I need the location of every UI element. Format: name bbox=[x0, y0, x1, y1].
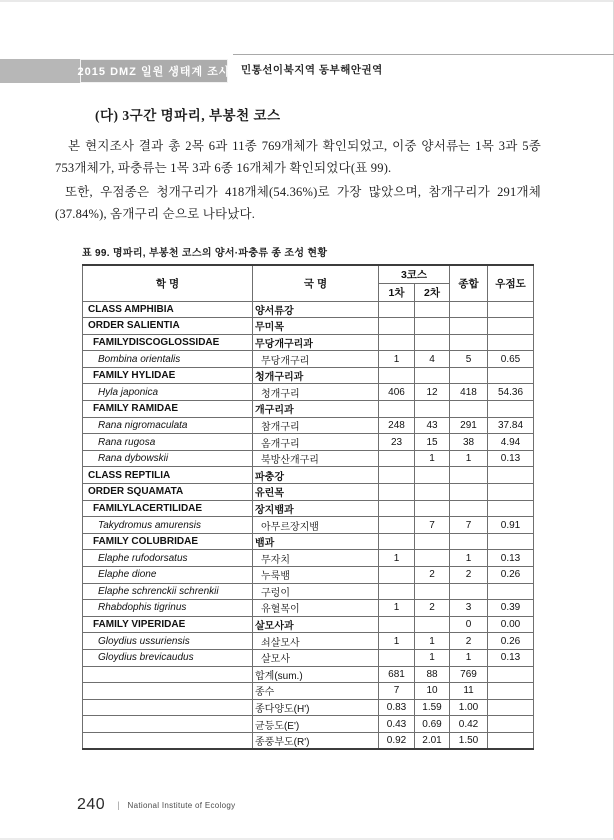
cell-dominance bbox=[488, 666, 534, 683]
footer-institute: National Institute of Ecology bbox=[127, 800, 236, 810]
cell-total bbox=[450, 500, 488, 517]
col-header-survey1: 1차 bbox=[379, 283, 415, 301]
table-row bbox=[83, 567, 534, 584]
cell-korean-name: 파충강 bbox=[253, 467, 379, 484]
cell-total bbox=[450, 401, 488, 418]
cell-dominance bbox=[488, 533, 534, 550]
table-row bbox=[83, 318, 534, 335]
cell-survey2: 12 bbox=[415, 384, 450, 401]
cell-korean-name: 무당개구리과 bbox=[253, 334, 379, 351]
table-row bbox=[83, 716, 534, 733]
cell-korean-name: 종수 bbox=[253, 683, 379, 700]
cell-total bbox=[450, 318, 488, 335]
cell-total bbox=[450, 467, 488, 484]
cell-total: 38 bbox=[450, 434, 488, 451]
table-row bbox=[83, 351, 534, 368]
cell-survey2 bbox=[415, 484, 450, 501]
cell-survey2: 2 bbox=[415, 567, 450, 584]
cell-scientific-name bbox=[83, 666, 253, 683]
cell-total bbox=[450, 367, 488, 384]
cell-total: 3 bbox=[450, 600, 488, 617]
cell-dominance: 0.13 bbox=[488, 550, 534, 567]
cell-dominance: 0.13 bbox=[488, 450, 534, 467]
col-header-survey2: 2차 bbox=[415, 283, 450, 301]
cell-survey1 bbox=[379, 517, 415, 534]
footer-divider: | bbox=[117, 800, 120, 810]
cell-korean-name: 아무르장지뱀 bbox=[253, 517, 379, 534]
cell-dominance: 0.13 bbox=[488, 649, 534, 666]
cell-scientific-name: Rhabdophis tigrinus bbox=[83, 600, 253, 617]
cell-survey1: 248 bbox=[379, 417, 415, 434]
cell-scientific-name: ORDER SQUAMATA bbox=[83, 484, 253, 501]
cell-scientific-name: FAMILYLACERTILIDAE bbox=[83, 500, 253, 517]
cell-total: 1 bbox=[450, 649, 488, 666]
table-row bbox=[83, 401, 534, 418]
cell-korean-name: 청개구리 bbox=[253, 384, 379, 401]
cell-total: 11 bbox=[450, 683, 488, 700]
cell-total bbox=[450, 583, 488, 600]
cell-korean-name: 개구리과 bbox=[253, 401, 379, 418]
cell-dominance: 0.39 bbox=[488, 600, 534, 617]
table-row bbox=[83, 683, 534, 700]
col-header-korean-name: 국 명 bbox=[253, 265, 379, 301]
cell-survey2: 1.59 bbox=[415, 699, 450, 716]
table-row bbox=[83, 484, 534, 501]
cell-scientific-name: CLASS REPTILIA bbox=[83, 467, 253, 484]
cell-scientific-name: Rana nigromaculata bbox=[83, 417, 253, 434]
body-paragraph-2: 또한, 우점종은 청개구리가 418개체(54.36%)로 가장 많았으며, 참개구리가 291개체(37.84%), 옴개구리 순으로 나타났다. bbox=[55, 185, 541, 221]
cell-dominance bbox=[488, 301, 534, 318]
cell-dominance: 0.65 bbox=[488, 351, 534, 368]
cell-korean-name: 쇠살모사 bbox=[253, 633, 379, 650]
cell-survey1 bbox=[379, 533, 415, 550]
cell-survey1: 1 bbox=[379, 600, 415, 617]
cell-korean-name: 유린목 bbox=[253, 484, 379, 501]
cell-korean-name: 무당개구리 bbox=[253, 351, 379, 368]
cell-survey2: 7 bbox=[415, 517, 450, 534]
cell-dominance: 0.26 bbox=[488, 567, 534, 584]
cell-survey1 bbox=[379, 467, 415, 484]
cell-dominance bbox=[488, 699, 534, 716]
table-body bbox=[83, 301, 534, 749]
cell-survey1: 23 bbox=[379, 434, 415, 451]
cell-korean-name: 살모사 bbox=[253, 649, 379, 666]
cell-scientific-name: CLASS AMPHIBIA bbox=[83, 301, 253, 318]
table-row bbox=[83, 583, 534, 600]
cell-korean-name: 무자치 bbox=[253, 550, 379, 567]
cell-scientific-name: Gloydius ussuriensis bbox=[83, 633, 253, 650]
cell-survey1: 1 bbox=[379, 633, 415, 650]
cell-survey1 bbox=[379, 616, 415, 633]
cell-total: 0.42 bbox=[450, 716, 488, 733]
cell-dominance bbox=[488, 318, 534, 335]
table-row bbox=[83, 450, 534, 467]
cell-dominance bbox=[488, 732, 534, 749]
cell-survey1 bbox=[379, 450, 415, 467]
cell-dominance bbox=[488, 467, 534, 484]
cell-total: 5 bbox=[450, 351, 488, 368]
cell-dominance bbox=[488, 367, 534, 384]
cell-survey2: 1 bbox=[415, 450, 450, 467]
cell-scientific-name bbox=[83, 732, 253, 749]
cell-survey1 bbox=[379, 401, 415, 418]
cell-dominance: 37.84 bbox=[488, 417, 534, 434]
header-band bbox=[0, 59, 231, 83]
cell-dominance: 0.00 bbox=[488, 616, 534, 633]
table-row bbox=[83, 434, 534, 451]
cell-scientific-name: FAMILY HYLIDAE bbox=[83, 367, 253, 384]
cell-survey1 bbox=[379, 367, 415, 384]
cell-survey1 bbox=[379, 567, 415, 584]
cell-korean-name: 뱀과 bbox=[253, 533, 379, 550]
cell-survey2 bbox=[415, 550, 450, 567]
cell-scientific-name: ORDER SALIENTIA bbox=[83, 318, 253, 335]
table-row bbox=[83, 500, 534, 517]
table-row bbox=[83, 600, 534, 617]
cell-dominance bbox=[488, 401, 534, 418]
table-row bbox=[83, 301, 534, 318]
cell-scientific-name: Rana dybowskii bbox=[83, 450, 253, 467]
cell-scientific-name: Elaphe dione bbox=[83, 567, 253, 584]
cell-survey1 bbox=[379, 484, 415, 501]
cell-scientific-name: Hyla japonica bbox=[83, 384, 253, 401]
cell-korean-name: 종풍부도(R') bbox=[253, 732, 379, 749]
cell-survey1 bbox=[379, 649, 415, 666]
cell-scientific-name: Elaphe schrenckii schrenkii bbox=[83, 583, 253, 600]
cell-dominance bbox=[488, 683, 534, 700]
table-row bbox=[83, 367, 534, 384]
cell-survey1: 681 bbox=[379, 666, 415, 683]
cell-korean-name: 합계(sum.) bbox=[253, 666, 379, 683]
cell-korean-name: 균등도(E') bbox=[253, 716, 379, 733]
cell-total bbox=[450, 301, 488, 318]
cell-total: 7 bbox=[450, 517, 488, 534]
cell-total: 291 bbox=[450, 417, 488, 434]
cell-dominance bbox=[488, 716, 534, 733]
cell-survey1: 1 bbox=[379, 351, 415, 368]
cell-dominance: 0.91 bbox=[488, 517, 534, 534]
cell-survey2: 43 bbox=[415, 417, 450, 434]
table-head bbox=[83, 265, 534, 301]
cell-korean-name: 장지뱀과 bbox=[253, 500, 379, 517]
cell-total: 1 bbox=[450, 450, 488, 467]
cell-dominance: 4.94 bbox=[488, 434, 534, 451]
cell-survey2: 2.01 bbox=[415, 732, 450, 749]
table-row bbox=[83, 533, 534, 550]
cell-korean-name: 살모사과 bbox=[253, 616, 379, 633]
cell-scientific-name: FAMILYDISCOGLOSSIDAE bbox=[83, 334, 253, 351]
cell-survey2 bbox=[415, 533, 450, 550]
cell-scientific-name: Bombina orientalis bbox=[83, 351, 253, 368]
cell-survey2: 4 bbox=[415, 351, 450, 368]
cell-survey2 bbox=[415, 500, 450, 517]
col-header-total: 종합 bbox=[450, 265, 488, 301]
cell-survey2 bbox=[415, 301, 450, 318]
body-paragraph-1: 본 현지조사 결과 총 2목 6과 11종 769개체가 확인되었고, 이중 양서류는 1목 3과 5종 753개체가, 파충류는 1목 3과 6종 16개체가 확인되었다(표 99). bbox=[55, 139, 541, 175]
cell-survey1: 406 bbox=[379, 384, 415, 401]
cell-total: 418 bbox=[450, 384, 488, 401]
cell-survey1: 0.92 bbox=[379, 732, 415, 749]
cell-scientific-name: FAMILY COLUBRIDAE bbox=[83, 533, 253, 550]
table-row bbox=[83, 384, 534, 401]
table-row bbox=[83, 550, 534, 567]
cell-scientific-name bbox=[83, 699, 253, 716]
cell-survey2 bbox=[415, 367, 450, 384]
cell-survey2: 2 bbox=[415, 600, 450, 617]
cell-dominance bbox=[488, 583, 534, 600]
table-caption: 표 99. 명파리, 부봉천 코스의 양서·파충류 종 조성 현황 bbox=[82, 248, 328, 259]
cell-total bbox=[450, 533, 488, 550]
cell-survey1: 1 bbox=[379, 550, 415, 567]
cell-survey1 bbox=[379, 334, 415, 351]
cell-survey2 bbox=[415, 318, 450, 335]
cell-survey1 bbox=[379, 583, 415, 600]
cell-scientific-name: Gloydius brevicaudus bbox=[83, 649, 253, 666]
cell-total: 2 bbox=[450, 567, 488, 584]
cell-survey2: 88 bbox=[415, 666, 450, 683]
cell-total: 2 bbox=[450, 633, 488, 650]
cell-survey2 bbox=[415, 467, 450, 484]
cell-survey2: 1 bbox=[415, 633, 450, 650]
table-row bbox=[83, 467, 534, 484]
cell-survey1 bbox=[379, 500, 415, 517]
table-row bbox=[83, 633, 534, 650]
page-footer bbox=[77, 796, 235, 814]
cell-korean-name: 구렁이 bbox=[253, 583, 379, 600]
cell-survey2: 0.69 bbox=[415, 716, 450, 733]
table-row bbox=[83, 666, 534, 683]
cell-survey2: 10 bbox=[415, 683, 450, 700]
cell-survey1: 0.43 bbox=[379, 716, 415, 733]
cell-dominance bbox=[488, 500, 534, 517]
species-composition-table bbox=[82, 264, 534, 750]
cell-korean-name: 누룩뱀 bbox=[253, 567, 379, 584]
col-header-dominance: 우점도 bbox=[488, 265, 534, 301]
cell-survey2 bbox=[415, 583, 450, 600]
cell-korean-name: 무미목 bbox=[253, 318, 379, 335]
cell-survey1: 7 bbox=[379, 683, 415, 700]
table-row bbox=[83, 699, 534, 716]
cell-survey1 bbox=[379, 301, 415, 318]
cell-survey2: 15 bbox=[415, 434, 450, 451]
page-title: (다) 3구간 명파리, 부봉천 코스 bbox=[95, 108, 281, 123]
cell-scientific-name: Rana rugosa bbox=[83, 434, 253, 451]
cell-scientific-name: Elaphe rufodorsatus bbox=[83, 550, 253, 567]
table-row bbox=[83, 616, 534, 633]
cell-korean-name: 종다양도(H') bbox=[253, 699, 379, 716]
header-rule bbox=[233, 54, 614, 55]
cell-dominance bbox=[488, 334, 534, 351]
footer-page-number: 240 bbox=[77, 796, 106, 813]
cell-total: 1 bbox=[450, 550, 488, 567]
table-row bbox=[83, 417, 534, 434]
cell-total bbox=[450, 484, 488, 501]
cell-korean-name: 양서류강 bbox=[253, 301, 379, 318]
cell-survey2 bbox=[415, 334, 450, 351]
table-row bbox=[83, 649, 534, 666]
cell-korean-name: 유혈목이 bbox=[253, 600, 379, 617]
cell-korean-name: 북방산개구리 bbox=[253, 450, 379, 467]
cell-survey2: 1 bbox=[415, 649, 450, 666]
cell-survey1 bbox=[379, 318, 415, 335]
cell-korean-name: 청개구리과 bbox=[253, 367, 379, 384]
cell-total: 0 bbox=[450, 616, 488, 633]
cell-total: 1.00 bbox=[450, 699, 488, 716]
col-header-course-group: 3코스 bbox=[379, 265, 450, 283]
table-row bbox=[83, 334, 534, 351]
cell-survey2 bbox=[415, 401, 450, 418]
col-header-scientific-name: 학 명 bbox=[83, 265, 253, 301]
cell-scientific-name bbox=[83, 683, 253, 700]
cell-total: 1.50 bbox=[450, 732, 488, 749]
cell-korean-name: 참개구리 bbox=[253, 417, 379, 434]
cell-survey1: 0.83 bbox=[379, 699, 415, 716]
cell-total bbox=[450, 334, 488, 351]
cell-scientific-name: Takydromus amurensis bbox=[83, 517, 253, 534]
table-row bbox=[83, 517, 534, 534]
report-title-badge: 2015 DMZ 일원 생태계 조사 bbox=[80, 59, 228, 83]
header-section-label: 민통선이북지역 동부해안권역 bbox=[241, 64, 383, 76]
cell-scientific-name bbox=[83, 716, 253, 733]
cell-survey2 bbox=[415, 616, 450, 633]
table-row bbox=[83, 732, 534, 749]
cell-korean-name: 옴개구리 bbox=[253, 434, 379, 451]
cell-dominance bbox=[488, 484, 534, 501]
cell-total: 769 bbox=[450, 666, 488, 683]
cell-scientific-name: FAMILY VIPERIDAE bbox=[83, 616, 253, 633]
cell-dominance: 0.26 bbox=[488, 633, 534, 650]
cell-dominance: 54.36 bbox=[488, 384, 534, 401]
cell-scientific-name: FAMILY RAMIDAE bbox=[83, 401, 253, 418]
